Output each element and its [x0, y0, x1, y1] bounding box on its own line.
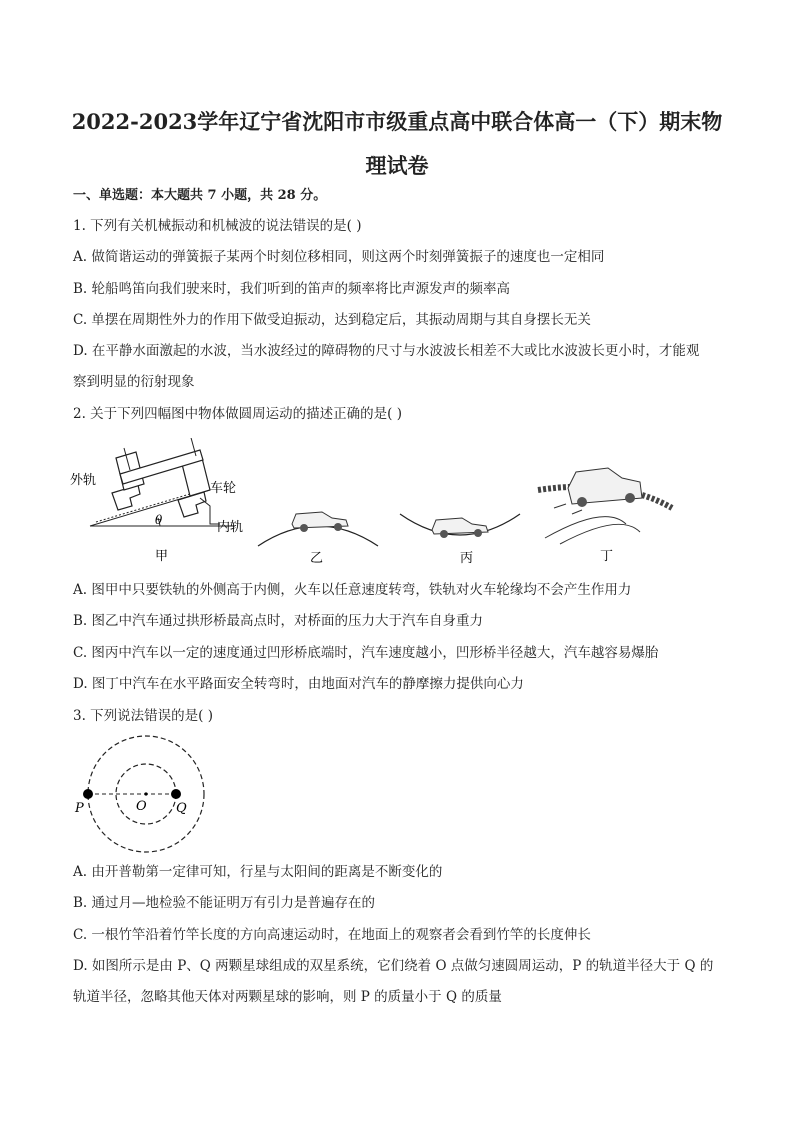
q3-option-a: A. 由开普勒第一定律可知，行星与太阳间的距离是不断变化的	[73, 864, 443, 880]
label-theta: θ	[155, 513, 163, 527]
figure-yi-arch-bridge	[258, 512, 378, 566]
title-line-1: 2022-2023学年辽宁省沈阳市市级重点高中联合体高一（下）期末物	[71, 109, 723, 134]
figure-ding-car-turn	[538, 468, 672, 564]
star-p-icon	[83, 789, 93, 799]
figure-bing-concave-bridge	[400, 514, 520, 566]
q2-option-c: C. 图丙中汽车以一定的速度通过凹形桥底端时，汽车速度越小，凹形桥半径越大，汽车越容易爆胎	[73, 645, 659, 661]
label-q: Q	[176, 801, 187, 816]
car-icon	[292, 512, 348, 532]
title-line-2: 理试卷	[365, 153, 429, 178]
star-q-icon	[171, 789, 181, 799]
label-bing: 丙	[460, 551, 474, 566]
center-o-icon	[144, 792, 147, 795]
q2-option-b: B. 图乙中汽车通过拱形桥最高点时，对桥面的压力大于汽车自身重力	[73, 613, 484, 629]
q3-option-d-line2: 轨道半径，忽略其他天体对两颗星球的影响，则 P 的质量小于 Q 的质量	[73, 989, 502, 1005]
exam-title	[60, 100, 734, 188]
section-heading: 一、单选题：本大题共 7 小题，共 28 分。	[73, 188, 327, 203]
figure-jia-banked-rail	[70, 438, 243, 564]
q2-option-a: A. 图甲中只要铁轨的外侧高于内侧，火车以任意速度转弯，铁轨对火车轮缘均不会产生作用力	[73, 582, 632, 598]
q3-binary-star-figure	[70, 734, 220, 854]
label-ding: 丁	[600, 549, 614, 564]
label-outer-rail: 外轨	[70, 473, 97, 488]
q3-option-d-line1: D. 如图所示是由 P、Q 两颗星球组成的双星系统，它们绕着 O 点做匀速圆周运动，P 的轨道半径大于 Q 的	[73, 958, 714, 974]
q1-option-d-line2: 察到明显的衍射现象	[73, 374, 195, 390]
q1-option-a: A. 做简谐运动的弹簧振子某两个时刻位移相同，则这两个时刻弹簧振子的速度也一定相同	[73, 249, 605, 265]
q1-stem: 1. 下列有关机械振动和机械波的说法错误的是( )	[73, 218, 362, 234]
q3-stem: 3. 下列说法错误的是( )	[73, 708, 213, 724]
car-icon	[568, 468, 642, 507]
q2-option-d: D. 图丁中汽车在水平路面安全转弯时，由地面对汽车的静摩擦力提供向心力	[73, 676, 524, 692]
q2-stem: 2. 关于下列四幅图中物体做圆周运动的描述正确的是( )	[73, 406, 402, 422]
label-yi: 乙	[310, 551, 324, 566]
q1-option-c: C. 单摆在周期性外力的作用下做受迫振动，达到稳定后，其振动周期与其自身摆长无关	[73, 312, 591, 328]
q2-figures	[60, 438, 680, 573]
label-o: O	[136, 799, 147, 814]
label-wheel: 车轮	[210, 481, 237, 496]
q3-option-b: B. 通过月—地检验不能证明万有引力是普遍存在的	[73, 895, 376, 911]
q1-option-b: B. 轮船鸣笛向我们驶来时，我们听到的笛声的频率将比声源发声的频率高	[73, 281, 511, 297]
label-p: P	[75, 801, 84, 816]
q1-option-d-line1: D. 在平静水面激起的水波，当水波经过的障碍物的尺寸与水波波长相差不大或比水波波长更小时，才能观	[73, 343, 700, 359]
q3-option-c: C. 一根竹竿沿着竹竿长度的方向高速运动时，在地面上的观察者会看到竹竿的长度伸长	[73, 927, 591, 943]
label-jia: 甲	[155, 549, 169, 564]
label-inner-rail: 内轨	[217, 520, 244, 535]
